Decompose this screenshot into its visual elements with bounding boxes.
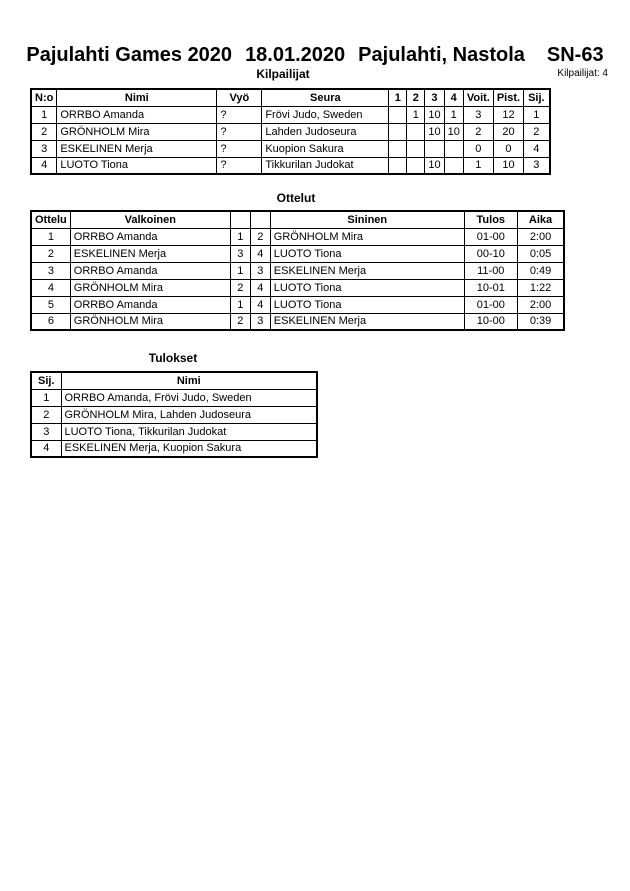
- cell-tulos: 10-00: [464, 313, 517, 330]
- kilpailijat-row: [31, 140, 550, 157]
- cell-vyo: ?: [217, 157, 262, 174]
- header-cell-nimi: Nimi: [61, 372, 317, 389]
- cell-pist: 0: [493, 140, 523, 157]
- cell-tulos: 01-00: [464, 228, 517, 245]
- cell-voit: 1: [463, 157, 493, 174]
- cell-sij: 3: [31, 423, 61, 440]
- kilpailijat-row: [31, 106, 550, 123]
- header-cell-no: N:o: [31, 89, 57, 106]
- cell-blue-name: LUOTO Tiona: [270, 245, 464, 262]
- cell-aika: 1:22: [517, 279, 564, 296]
- ottelut-header-row: [31, 211, 564, 228]
- title-event: Pajulahti Games 2020: [26, 44, 233, 66]
- cell-sij: 4: [31, 440, 61, 457]
- tulokset-row: [31, 389, 317, 406]
- cell-score-1: [389, 157, 407, 174]
- page-title: [0, 0, 630, 67]
- cell-blue-no: 3: [250, 262, 270, 279]
- cell-white-name: GRÖNHOLM Mira: [70, 279, 230, 296]
- header-cell-vyo: Vyö: [217, 89, 262, 106]
- cell-sij: 2: [524, 123, 550, 140]
- cell-score-2: [407, 140, 425, 157]
- header-cell-opp4: 4: [444, 89, 463, 106]
- header-cell-voit: Voit.: [463, 89, 493, 106]
- tulokset-table: [30, 371, 318, 458]
- header-cell-opp3: 3: [425, 89, 444, 106]
- cell-white-name: ORRBO Amanda: [70, 296, 230, 313]
- header-cell-sij: Sij.: [31, 372, 61, 389]
- cell-sij: 1: [31, 389, 61, 406]
- cell-white-no: 1: [230, 228, 250, 245]
- header-cell-seura: Seura: [262, 89, 389, 106]
- cell-white-no: 1: [230, 296, 250, 313]
- cell-blue-no: 4: [250, 279, 270, 296]
- cell-nimi: ESKELINEN Merja: [57, 140, 217, 157]
- cell-tulos: 10-01: [464, 279, 517, 296]
- ottelut-row: [31, 313, 564, 330]
- cell-nimi: GRÖNHOLM Mira, Lahden Judoseura: [61, 406, 317, 423]
- header-cell-valkoinen: Valkoinen: [70, 211, 230, 228]
- cell-white-no: 2: [230, 313, 250, 330]
- cell-match-no: 4: [31, 279, 70, 296]
- cell-seura: Frövi Judo, Sweden: [262, 106, 389, 123]
- cell-tulos: 00-10: [464, 245, 517, 262]
- cell-nimi: ESKELINEN Merja, Kuopion Sakura: [61, 440, 317, 457]
- ottelut-row: [31, 296, 564, 313]
- cell-vyo: ?: [217, 106, 262, 123]
- cell-score-4: [444, 140, 463, 157]
- cell-nimi: LUOTO Tiona: [57, 157, 217, 174]
- cell-voit: 3: [463, 106, 493, 123]
- cell-seura: Kuopion Sakura: [262, 140, 389, 157]
- cell-score-2: [407, 157, 425, 174]
- title-date: 18.01.2020: [245, 44, 346, 66]
- section-title-tulokset: Tulokset: [148, 351, 198, 365]
- header-cell-ottelu: Ottelu: [31, 211, 70, 228]
- cell-aika: 0:05: [517, 245, 564, 262]
- cell-seura: Lahden Judoseura: [262, 123, 389, 140]
- cell-nimi: ORRBO Amanda, Frövi Judo, Sweden: [61, 389, 317, 406]
- kilpailijat-header-row: [31, 89, 550, 106]
- cell-score-3: [425, 140, 444, 157]
- cell-voit: 0: [463, 140, 493, 157]
- cell-nimi: ORRBO Amanda: [57, 106, 217, 123]
- tulokset-row: [31, 440, 317, 457]
- title-location: Pajulahti, Nastola: [358, 44, 525, 66]
- cell-blue-name: LUOTO Tiona: [270, 296, 464, 313]
- cell-voit: 2: [463, 123, 493, 140]
- cell-white-name: ORRBO Amanda: [70, 228, 230, 245]
- ottelut-row: [31, 262, 564, 279]
- cell-score-3: 10: [425, 123, 444, 140]
- cell-seura: Tikkurilan Judokat: [262, 157, 389, 174]
- header-cell-opp1: 1: [389, 89, 407, 106]
- cell-pist: 12: [493, 106, 523, 123]
- cell-score-4: 10: [444, 123, 463, 140]
- cell-match-no: 6: [31, 313, 70, 330]
- cell-score-1: [389, 123, 407, 140]
- cell-blue-name: ESKELINEN Merja: [270, 262, 464, 279]
- cell-pist: 10: [493, 157, 523, 174]
- section-title-kilpailijat: Kilpailijat: [256, 67, 310, 81]
- cell-no: 3: [31, 140, 57, 157]
- kilpailijat-table: [30, 88, 551, 175]
- cell-match-no: 2: [31, 245, 70, 262]
- header-cell-sininen: Sininen: [270, 211, 464, 228]
- cell-sij: 3: [524, 157, 550, 174]
- cell-no: 1: [31, 106, 57, 123]
- cell-score-3: 10: [425, 157, 444, 174]
- cell-aika: 0:39: [517, 313, 564, 330]
- header-cell-sij: Sij.: [524, 89, 550, 106]
- cell-white-name: GRÖNHOLM Mira: [70, 313, 230, 330]
- cell-blue-name: GRÖNHOLM Mira: [270, 228, 464, 245]
- cell-blue-no: 4: [250, 296, 270, 313]
- cell-aika: 0:49: [517, 262, 564, 279]
- cell-vyo: ?: [217, 123, 262, 140]
- header-cell-opp2: 2: [407, 89, 425, 106]
- cell-blue-no: 3: [250, 313, 270, 330]
- header-cell-blue-no: [250, 211, 270, 228]
- cell-sij: 1: [524, 106, 550, 123]
- ottelut-row: [31, 279, 564, 296]
- header-cell-tulos: Tulos: [464, 211, 517, 228]
- tulokset-row: [31, 406, 317, 423]
- cell-white-no: 1: [230, 262, 250, 279]
- cell-tulos: 11-00: [464, 262, 517, 279]
- cell-score-4: [444, 157, 463, 174]
- cell-score-1: [389, 140, 407, 157]
- cell-score-2: [407, 123, 425, 140]
- cell-match-no: 3: [31, 262, 70, 279]
- cell-aika: 2:00: [517, 228, 564, 245]
- header-cell-aika: Aika: [517, 211, 564, 228]
- cell-sij: 2: [31, 406, 61, 423]
- cell-score-1: [389, 106, 407, 123]
- kilpailijat-row: [31, 157, 550, 174]
- cell-aika: 2:00: [517, 296, 564, 313]
- cell-blue-name: ESKELINEN Merja: [270, 313, 464, 330]
- header-cell-pist: Pist.: [493, 89, 523, 106]
- ottelut-row: [31, 228, 564, 245]
- ottelut-row: [31, 245, 564, 262]
- cell-blue-name: LUOTO Tiona: [270, 279, 464, 296]
- ottelut-table: [30, 210, 565, 331]
- cell-vyo: ?: [217, 140, 262, 157]
- cell-nimi: LUOTO Tiona, Tikkurilan Judokat: [61, 423, 317, 440]
- cell-nimi: GRÖNHOLM Mira: [57, 123, 217, 140]
- title-category: SN-63: [546, 44, 604, 66]
- cell-white-name: ESKELINEN Merja: [70, 245, 230, 262]
- cell-no: 4: [31, 157, 57, 174]
- competitors-count: Kilpailijat: 4: [557, 68, 608, 79]
- cell-match-no: 1: [31, 228, 70, 245]
- section-title-ottelut: Ottelut: [276, 191, 316, 205]
- tulokset-header-row: [31, 372, 317, 389]
- header-cell-nimi: Nimi: [57, 89, 217, 106]
- header-cell-white-no: [230, 211, 250, 228]
- cell-white-no: 2: [230, 279, 250, 296]
- cell-pist: 20: [493, 123, 523, 140]
- cell-score-3: 10: [425, 106, 444, 123]
- cell-white-no: 3: [230, 245, 250, 262]
- cell-blue-no: 2: [250, 228, 270, 245]
- cell-match-no: 5: [31, 296, 70, 313]
- cell-blue-no: 4: [250, 245, 270, 262]
- cell-white-name: ORRBO Amanda: [70, 262, 230, 279]
- cell-score-4: 1: [444, 106, 463, 123]
- kilpailijat-row: [31, 123, 550, 140]
- cell-tulos: 01-00: [464, 296, 517, 313]
- cell-score-2: 1: [407, 106, 425, 123]
- tulokset-row: [31, 423, 317, 440]
- cell-no: 2: [31, 123, 57, 140]
- cell-sij: 4: [524, 140, 550, 157]
